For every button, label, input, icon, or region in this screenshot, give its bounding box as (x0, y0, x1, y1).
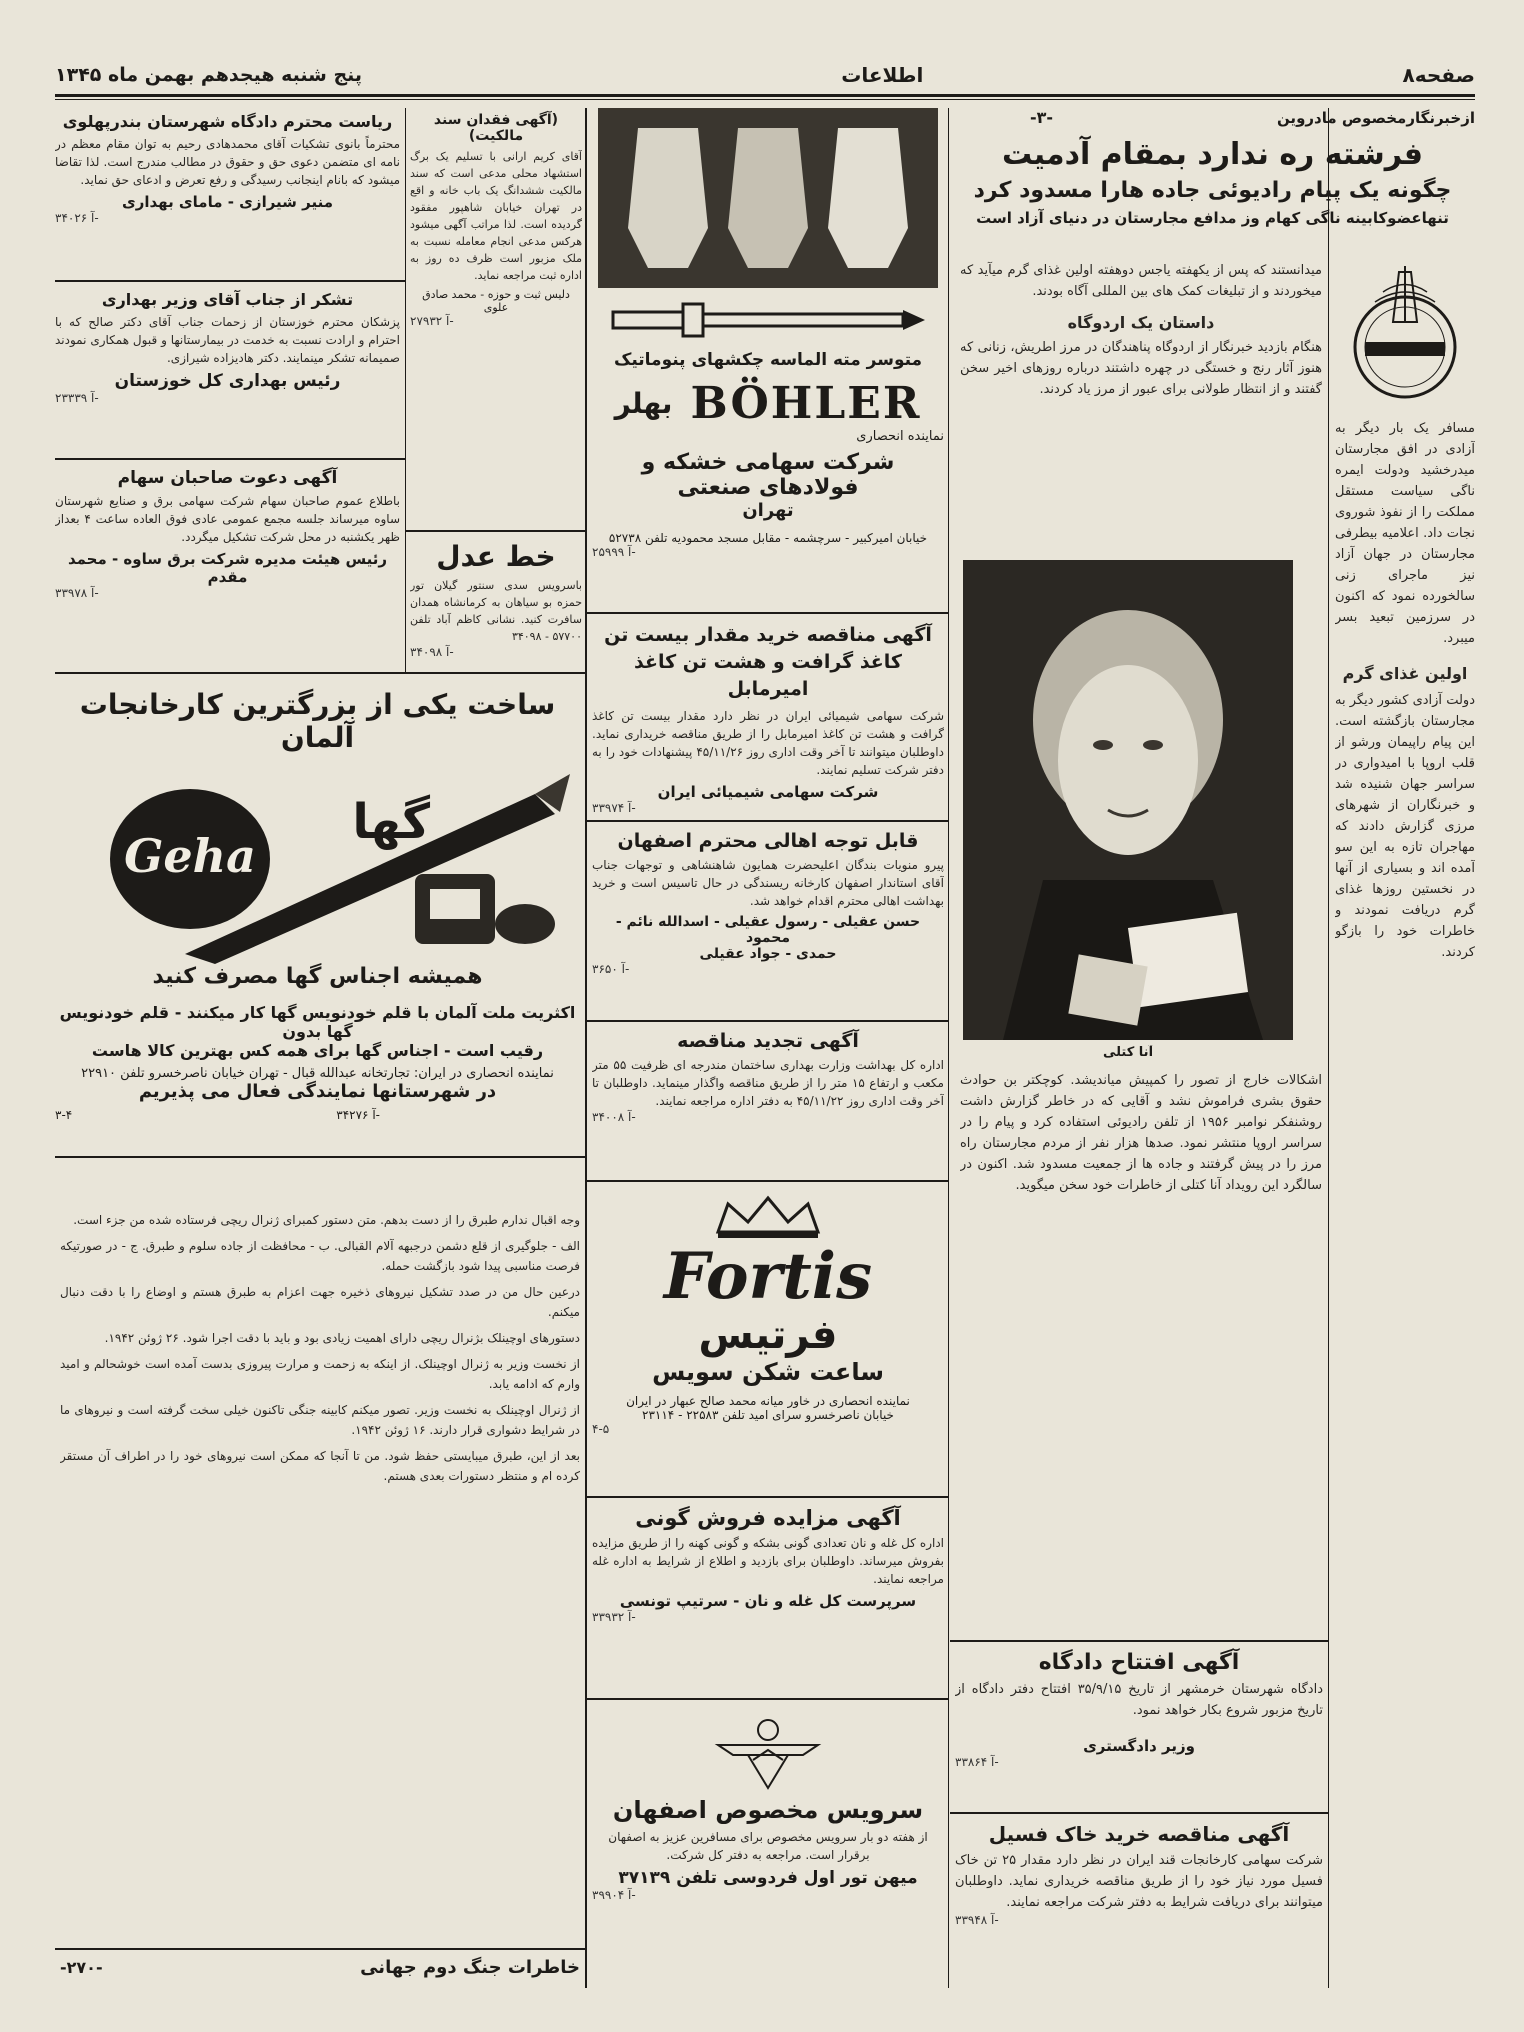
ad-slogan: همیشه اجناس گها مصرف کنید (152, 964, 483, 989)
ad-title: آگهی دعوت صاحبان سهام (117, 468, 338, 488)
story-subheadline: چگونه یک پیام رادیوئی جاده هارا مسدود کرد (973, 178, 1452, 203)
ad-title: آگهی تجدید مناقصه (677, 1030, 859, 1052)
ad-title: خط عدل (436, 540, 556, 573)
divider-h (55, 1156, 585, 1158)
ad-tashakor (55, 286, 400, 456)
divider-h (55, 280, 405, 282)
divider-3 (585, 108, 587, 1988)
memoir-paragraph: از نخست وزیر به ژنرال اوچینلک. از اینکه به زحمت و مرارت پیروزی بدست آمده است خوشحالم و امید وارم که ادامه یابد. (60, 1357, 580, 1391)
memoir-paragraph: دستورهای اوچینلک بژنرال ریچی دارای اهمیت زیادی بود و باید با دقت اجرا شود. ۲۶ ژوئن ۱۹۴۲. (104, 1331, 580, 1345)
divider-h (55, 1948, 585, 1950)
story-body-center (960, 260, 1322, 550)
issue-date: پنج شنبه هیجدهم بهمن ماه ۱۳۴۵ (55, 64, 363, 86)
ad-signature: منیر شیرازی - مامای بهداری (121, 193, 334, 211)
story-paragraph: اشکالات خارج از تصور را کمپیش میاندیشد. کوچکتر بن حوادث حقوق بشری فراموش نشد و آقایی که در خاطر گزارش داشت روشنفکر نوامبر ۱۹۵۶ از تلفن رادیوئی استفاده کرد و پیام را در سراسر اروپا منتشر نمود. صدها هزار نفر از مردم مجارستان راه مرز را در پیش گرفتند و جاده ها از جمعیت مسدود شد. اکنون در سالگرد این رویداد آنا کتلی از خاطرات خود سخن میگوید. (960, 1073, 1322, 1193)
ad-title: ریاست محترم دادگاه شهرستان بندرپهلوی (62, 112, 393, 131)
page-number: صفحه۸ (1402, 63, 1475, 87)
ad-title: آگهی مزایده فروش گونی (635, 1506, 901, 1530)
ad-text: در شهرستانها نمایندگی فعال می پذیریم (138, 1081, 497, 1102)
ad-service (592, 1704, 944, 1988)
brand-name-fa: فرتیس (698, 1312, 838, 1358)
ad-kaghaz (592, 618, 944, 818)
ad-dadgah (955, 1646, 1323, 1806)
ad-signature: سرپرست کل غله و نان - سرتیپ تونسی (619, 1592, 917, 1610)
ad-signature: رئیس هیئت مدیره شرکت برق ساوه - محمد مقدم (67, 550, 388, 586)
ad-code: ۳۳۹۴۸ آ- (955, 1913, 999, 1927)
divider-h (950, 1640, 1328, 1642)
memoir-title: خاطرات جنگ دوم جهانی (360, 1956, 580, 1978)
ad-code: ۳۴۲۷۶ آ- (336, 1108, 380, 1122)
ad-code: ۳۴۰۹۸ آ- (410, 645, 454, 659)
memoir-paragraph: درعین حال من در صدد تشکیل نیروهای ذخیره جهت اعزام به طبرق هستم و اوضاع را با دقت دنبال میکنم. (60, 1285, 580, 1319)
ad-signature: شرکت سهامی شیمیائی ایران (657, 783, 879, 801)
memoir-footer (60, 1952, 580, 1982)
brand-name-fa: بهلر (614, 387, 673, 420)
story-deck: تنهاعضوکابینه ناگی کهام وز مدافع مجارستان در دنیای آزاد است (976, 209, 1449, 227)
ad-code: ۳۳۹۷۴ آ- (592, 801, 636, 815)
ad-code: ۳۳۸۶۴ آ- (955, 1755, 999, 1769)
ad-geha (55, 680, 580, 1150)
ad-agent: نماینده انحصاری (856, 429, 944, 444)
ad-body: باطلاع عموم صاحبان سهام شرکت سهامی برق و صنایع شهرستان ساوه میرساند جلسه مجمع عمومی عادی فوق العاده ساعت ۴ بعداز ظهر یکشنبه در محل شرکت تشکیل میگردد. (55, 494, 400, 544)
ad-esfahan (592, 826, 944, 1016)
ad-text: اکثریت ملت آلمان با قلم خودنویس گها کار میکنند - قلم خودنویس گها بدون (59, 1003, 576, 1041)
story-subtitle: داستان یک اردوگاه (1067, 313, 1215, 332)
ad-body: پیرو منویات بندگان اعلیحضرت همایون شاهنشاهی و توجهات جناب آقای استاندار اصفهان کارخانه ریسندگی در حال تاسیس است و خرید بهداشت اهالی محترم اقدام خواهد شد. (592, 858, 944, 908)
portrait-photo (963, 560, 1293, 1040)
divider-h (55, 672, 585, 674)
ad-khat (410, 536, 582, 671)
ad-code: ۲۷۹۳۲ آ- (410, 314, 454, 328)
ad-body: از هفته دو بار سرویس مخصوص برای مسافرین عزیز به اصفهان برقرار است. مراجعه به دفتر کل شرکت. (608, 1830, 928, 1862)
header-rule (55, 94, 1475, 97)
ad-title: قابل توجه اهالی محترم اصفهان (617, 830, 919, 852)
story-header (950, 108, 1475, 258)
paper-name: اطلاعات (841, 63, 924, 87)
ad-code: ۳۶۵۰ آ- (592, 962, 630, 976)
ad-title: ساخت یکی از بزرگترین کارخانجات آلمان (79, 688, 556, 754)
ad-body: باسرویس سدی سنتور گیلان تور حمزه بو سیاهان به کرمانشاه همدان سافرت کنید. نشانی کاظم آباد تلفن ۵۷۷۰۰ - ۳۴۰۹۸ (410, 579, 582, 643)
divider-h (587, 1180, 948, 1182)
ad-code: ۲۵۹۹۹ آ- (592, 545, 636, 559)
memoir-page: -۲۷۰- (60, 1957, 103, 1977)
memoir-paragraph: از ژنرال اوچینلک به نخست وزیر. تصور میکنم کابینه جنگی تاکنون خیلی سخت گرفته است و نیروهای ما در شرایط دشواری قرار دارند. ۱۶ ژوئن ۱۹۴۲. (60, 1403, 580, 1437)
ad-sahaam (55, 464, 400, 669)
story-headline: فرشته ره ندارد بمقام آدمیت (1001, 137, 1424, 172)
masthead (55, 58, 1475, 92)
ad-riyasat (55, 108, 400, 278)
ad-fortis (592, 1186, 944, 1486)
ad-tagline: ساعت شکن سویس (652, 1358, 884, 1386)
crown-icon (708, 1192, 828, 1242)
ad-body: شرکت سهامی شیمیائی ایران در نظر دارد مقدار بیست تن کاغذ گرافت و هشت تن کاغذ امیرمابل را از طریق مناقصه خریداری نماید. داوطلبان میتوانند تا آخر وقت اداری روز ۴۵/۱۱/۲۶ پیشنهادات خود را به دفتر شرکت تسلیم نمایند. (592, 709, 944, 777)
ad-tajdid (592, 1026, 944, 1176)
ad-faghdan (410, 108, 582, 518)
memoir-column (60, 1210, 580, 1940)
ad-signature: وزیر دادگستری (1083, 1737, 1195, 1755)
ad-text: رقیب است - اجناس گها برای همه کس بهترین کالا هاست (91, 1041, 544, 1060)
ad-title: (آگهی فقدان سند مالکیت) (433, 112, 559, 144)
story-body-right (1335, 418, 1475, 1988)
ad-code: ۳-۴ (55, 1108, 73, 1122)
ad-agent: نماینده انحصاری در خاور میانه محمد صالح عبهار در ایران (626, 1394, 910, 1408)
story-number: -۳- (1030, 108, 1054, 127)
ad-code: ۳۳۹۳۲ آ- (592, 1610, 636, 1624)
brand-name-fa: گها (352, 794, 430, 850)
ad-title: آگهی افتتاح دادگاه (1038, 1650, 1240, 1675)
ad-company: شرکت سهامی خشکه و فولادهای صنعتی (641, 450, 895, 500)
divider-h (587, 1020, 948, 1022)
ad-footer: میهن تور اول فردوسی تلفن ۳۷۱۳۹ (618, 1868, 918, 1888)
story-paragraph: میدانستند که پس از یکهفته یاجس دوهفته اولین غذای گرم میآید که میخوردند و از تبلیغات کمک های بین المللی آگاه بودند. (960, 263, 1322, 299)
faravahar-logo-icon (713, 1710, 823, 1790)
ad-city: تهران (742, 500, 794, 521)
brand-logo: Fortis (663, 1239, 873, 1314)
ad-fosil (955, 1818, 1323, 1988)
ad-body: پزشکان محترم خوزستان از زحمات جناب آقای دکتر صالح که با احترام و ارادت نسبت به خدمت در بیمارستانها و قبول همکاری نمودند صمیمانه تشکر مینمایند. دکتر هادیزاده شیرازی. (55, 315, 400, 365)
divider-h (587, 1496, 948, 1498)
divider-h (950, 1812, 1328, 1814)
divider-h (55, 458, 405, 460)
divider-1 (1328, 108, 1329, 1988)
ad-code: ۲۳۳۳۹ آ- (55, 391, 99, 405)
ad-body: شرکت سهامی کارخانجات قند ایران در نظر دارد مقدار ۲۵ تن خاک فسیل مورد نیاز خود را از طریق مناقصه خریداری نماید. داوطلبان میتوانند برای دریافت شرایط به دفتر شرکت مراجعه نمایند. (955, 1853, 1323, 1910)
story-logo (1335, 262, 1475, 412)
ad-address: خیابان ناصرخسرو سرای امید تلفن ۲۲۵۸۳ - ۲۳۱۱۴ (642, 1408, 894, 1422)
divider-4 (405, 108, 406, 673)
ad-code: ۳۹۹۰۴ آ- (592, 1888, 636, 1902)
drill-rod-icon (603, 294, 933, 344)
ad-title: سرویس مخصوص اصفهان (612, 1796, 924, 1824)
ad-text: نماینده انحصاری در ایران: تجارتخانه عبدالله قبال - تهران خیابان ناصرخسرو تلفن ۲۲۹۱۰ (81, 1066, 554, 1081)
radio-tower-logo-icon (1335, 262, 1475, 412)
divider-h (587, 1698, 948, 1700)
ad-boehler (592, 108, 944, 618)
ad-body: اداره کل غله و نان تعدادی گونی بشکه و گونی کهنه را از طریق مزایده بفروش میرساند. داوطلبان برای بازدید و اطلاع از شرایط به اداره غله مراجعه نمایند. (592, 1536, 944, 1586)
svg-text:Geha: Geha (124, 829, 256, 883)
ad-title: آگهی مناقصه خرید خاک فسیل (988, 1822, 1290, 1846)
brand-logo: BÖHLER (690, 378, 922, 429)
ad-mozayede (592, 1502, 944, 1692)
story-paragraph: هنگام بازدید خبرنگار از اردوگاه پناهندگان در مرز اطریش، زنانی که هنوز آثار رنج و خستگی در چهره داشتند درباره روزهای اخیر سخن گفتند و از انتظار طولانی برای عبور از مرز یاد کردند. (960, 340, 1322, 397)
ad-code: ۳۴۰۲۶ آ- (55, 211, 99, 225)
ad-names: حمدی - جواد عقیلی (699, 946, 837, 962)
ad-code: ۳۳۹۷۸ آ- (55, 586, 99, 600)
memoir-paragraph: بعد از این، طبرق میبایستی حفظ شود. من تا آنجا که ممکن است نیروهای خود را در اطراف آن مستقر کرده ام و منتظر دستورات بعدی هستم. (60, 1449, 580, 1483)
memoir-paragraph: الف - جلوگیری از قلع دشمن درجبهه آلام القبالی. ب - محافظت از جاده سلوم و طبرق. ج - در صورتیکه فرصت مناسبی پیدا شود بازگشت حمله. (60, 1239, 580, 1273)
story-subtitle: اولین غذای گرم (1342, 664, 1468, 683)
divider-2 (948, 108, 949, 1988)
ad-code: ۴-۵ (592, 1422, 610, 1436)
fountain-pen-image (55, 754, 580, 964)
ad-body: آقای کریم ارانی با تسلیم یک برگ استشهاد محلی مدعی است که سند مالکیت ششدانگ یک باب خانه و اقع در تهران خیابان شاهپور مفقود گردیده است. لذا مراتب آگهی میشود هرکس مدعی انجام معامله نسبت به ملک مزبور است ظرف ده روز به اداره ثبت مراجعه نماید. (410, 150, 582, 282)
ad-title: متوسر مته الماسه چکشهای پنوماتیک (613, 350, 923, 370)
ad-signature: رئیس بهداری کل خوزستان (114, 371, 341, 391)
ad-names: حسن عقیلی - رسول عقیلی - اسدالله نائم - محمود (615, 914, 921, 946)
drill-bits-image (598, 108, 938, 288)
divider-h (587, 820, 948, 822)
caption-text: آنا کتلی (1102, 1045, 1154, 1060)
story-kicker: ازخبرنگارمخصوص مادروین (1276, 108, 1475, 127)
ad-signature: دلیس ثبت و حوزه - محمد صادق علوی (422, 288, 570, 314)
ad-address: خیابان امیرکبیر - سرچشمه - مقابل مسجد محمودیه تلفن ۵۲۷۳۸ (608, 531, 928, 545)
divider-h (587, 612, 948, 614)
ad-code: ۳۴۰۰۸ آ- (592, 1110, 636, 1124)
ad-body: دادگاه شهرستان خرمشهر از تاریخ ۳۵/۹/۱۵ افتتاح دفتر دادگاه از تاریخ مزبور شروع بکار خواهد نمود. (955, 1682, 1323, 1718)
story-body-lower (960, 1070, 1322, 1630)
story-paragraph: دولت آزادی کشور دیگر به مجارستان بازگشته است. این پیام راپیمان ورشو از قلب اروپا با امیدواری در سراسر جهان شنیده شد و خبرنگاران از شهرهای مرزی گزارش دادند که مهاجران تازه به این سو آمده اند و بسیاری از آنها در نخستین روزها غذای گرم دریافت نمودند و خاطرات خود را بازگو کردند. (1335, 693, 1475, 960)
divider-h (406, 530, 585, 532)
ad-body: اداره کل بهداشت وزارت بهداری ساختمان مندرجه ای ظرفیت ۵۵ متر مکعب و ارتفاع ۱۵ متر را از طریق مناقصه واگذار مینماید. داوطلبان تا آخر وقت اداری روز ۴۵/۱۱/۲۲ به دفتر اداره مراجعه نمایند. (592, 1058, 944, 1108)
ad-body: محترماً بانوی تشکیات آقای محمدهادی رحیم به توان مقام معظم در نامه ای متضمن دعوی حق و حقوق در مطالب مندرج است. لذا تقاضا میشود که بانام اینجانب رسیدگی و رفع تعرض و ادعای حق نماید. (55, 137, 400, 187)
woman-portrait-image (963, 560, 1293, 1040)
photo-caption (963, 1045, 1293, 1065)
story-paragraph: مسافر یک بار دیگر به آزادی در افق مجارستان میدرخشید ودولت ایمره ناگی سیاست مستقل مملکت را از نفوذ شوروی نجات داد. اعلامیه بیطرفی مجارستان در جهان آزاد نیز ماجرای زنی سالخورده نمود که اکنون در سرزمین تبعید بسر میبرد. (1335, 421, 1475, 646)
header-rule-thin (55, 99, 1475, 100)
ad-title: آگهی مناقصه خرید مقدار بیست تن کاغذ گرافت و هشت تن کاغذ امیرمابل (604, 624, 932, 700)
ad-title: تشکر از جناب آقای وزیر بهداری (101, 290, 354, 309)
memoir-paragraph: وجه اقبال ندارم طبرق را از دست بدهم. متن دستور کمبرای ژنرال ریچی فرستاده شده من جزء است. (73, 1213, 580, 1227)
